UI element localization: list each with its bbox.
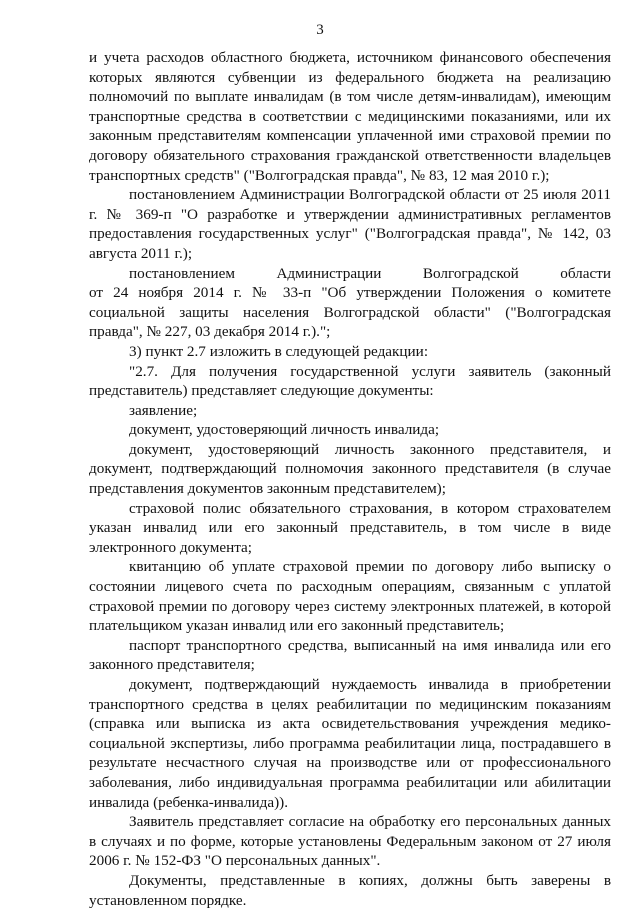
list-item-application: заявление; [129, 401, 198, 419]
list-item-vehicle-passport: паспорт транспортного средства, выписанный на имя инвалида или его законного представителя; [89, 636, 611, 674]
document-body [89, 48, 611, 910]
list-item-insurance-policy: страховой полис обязательного страхования, в котором страхователем указан инвалид или его законный представитель, в том числе в виде электронного документа; [89, 499, 611, 556]
paragraph-resolution-33p-rest: от 24 ноября 2014 г. № 33-п "Об утверждении Положения о комитете социальной защиты населения Волгоградской области" ("Волгоградская правда", № 227, 03 декабря 2014 г.)."; [89, 284, 611, 341]
list-item-need-confirmation: документ, подтверждающий нуждаемость инвалида в приобретении транспортного средства в целях реабилитации по медицинским показаниям (справка или выписка из акта освидетельствования учреждения медико-социальной экспертизы, либо программа реабилитации лица, пострадавшего в результате несчастного случая на производстве или от профессионального заболевания, либо индивидуальная программа реабилитации или абилитации инвалида (ребенка-инвалида)). [89, 676, 611, 811]
paragraph-copies-certified: Документы, представленные в копиях, должны быть заверены в установленном порядке. [89, 871, 611, 909]
paragraph-resolution-33p-first-line: постановлением Администрации Волгоградской области [129, 264, 611, 282]
paragraph-clause-2-7: "2.7. Для получения государственной услуги заявитель (законный представитель) представляет следующие документы: [89, 362, 611, 400]
page-number: 3 [316, 22, 324, 38]
list-item-representative-documents: документ, удостоверяющий личность законного представителя, и документ, подтверждающий полномочия законного представителя (в случае представления документов законным представителем); [89, 440, 611, 498]
list-item-payment-receipt: квитанцию об уплате страховой премии по договору либо выписку о состоянии лицевого счета по расходным операциям, связанным с уплатой страховой премии по договору через систему электронных платежей, в которой плательщиком указан инвалид или его законный представитель; [89, 558, 611, 635]
paragraph-resolution-33p [89, 264, 611, 342]
paragraph-resolution-369p: постановлением Администрации Волгоградской области от 25 июля 2011 г. № 369-п "О разработке и утверждении административных регламентов предоставления государственных услуг" ("Волгоградская правда", № 142, 03 августа 2011 г.); [89, 186, 611, 262]
paragraph-personal-data-consent: Заявитель представляет согласие на обработку его персональных данных в случаях и по форме, которые установлены Федеральным законом от 27 июля 2006 г. № 152-ФЗ "О персональных данных". [89, 813, 611, 870]
paragraph-item-3: 3) пункт 2.7 изложить в следующей редакции: [129, 342, 429, 360]
paragraph-continuation: и учета расходов областного бюджета, источником финансового обеспечения которых являются субвенции из федерального бюджета на реализацию полномочий по выплате инвалидам (в том числе детям-инвалидам), имеющим транспортные средства в соответствии с медицинскими показаниями, или их законным представителям компенсации уплаченной ими страховой премии по договору обязательного страхования гражданской ответственности владельцев транспортных средств" ("Волгоградская правда", № 83, 12 мая 2010 г.); [89, 49, 611, 184]
list-item-identity-document: документ, удостоверяющий личность инвалида; [129, 421, 440, 439]
